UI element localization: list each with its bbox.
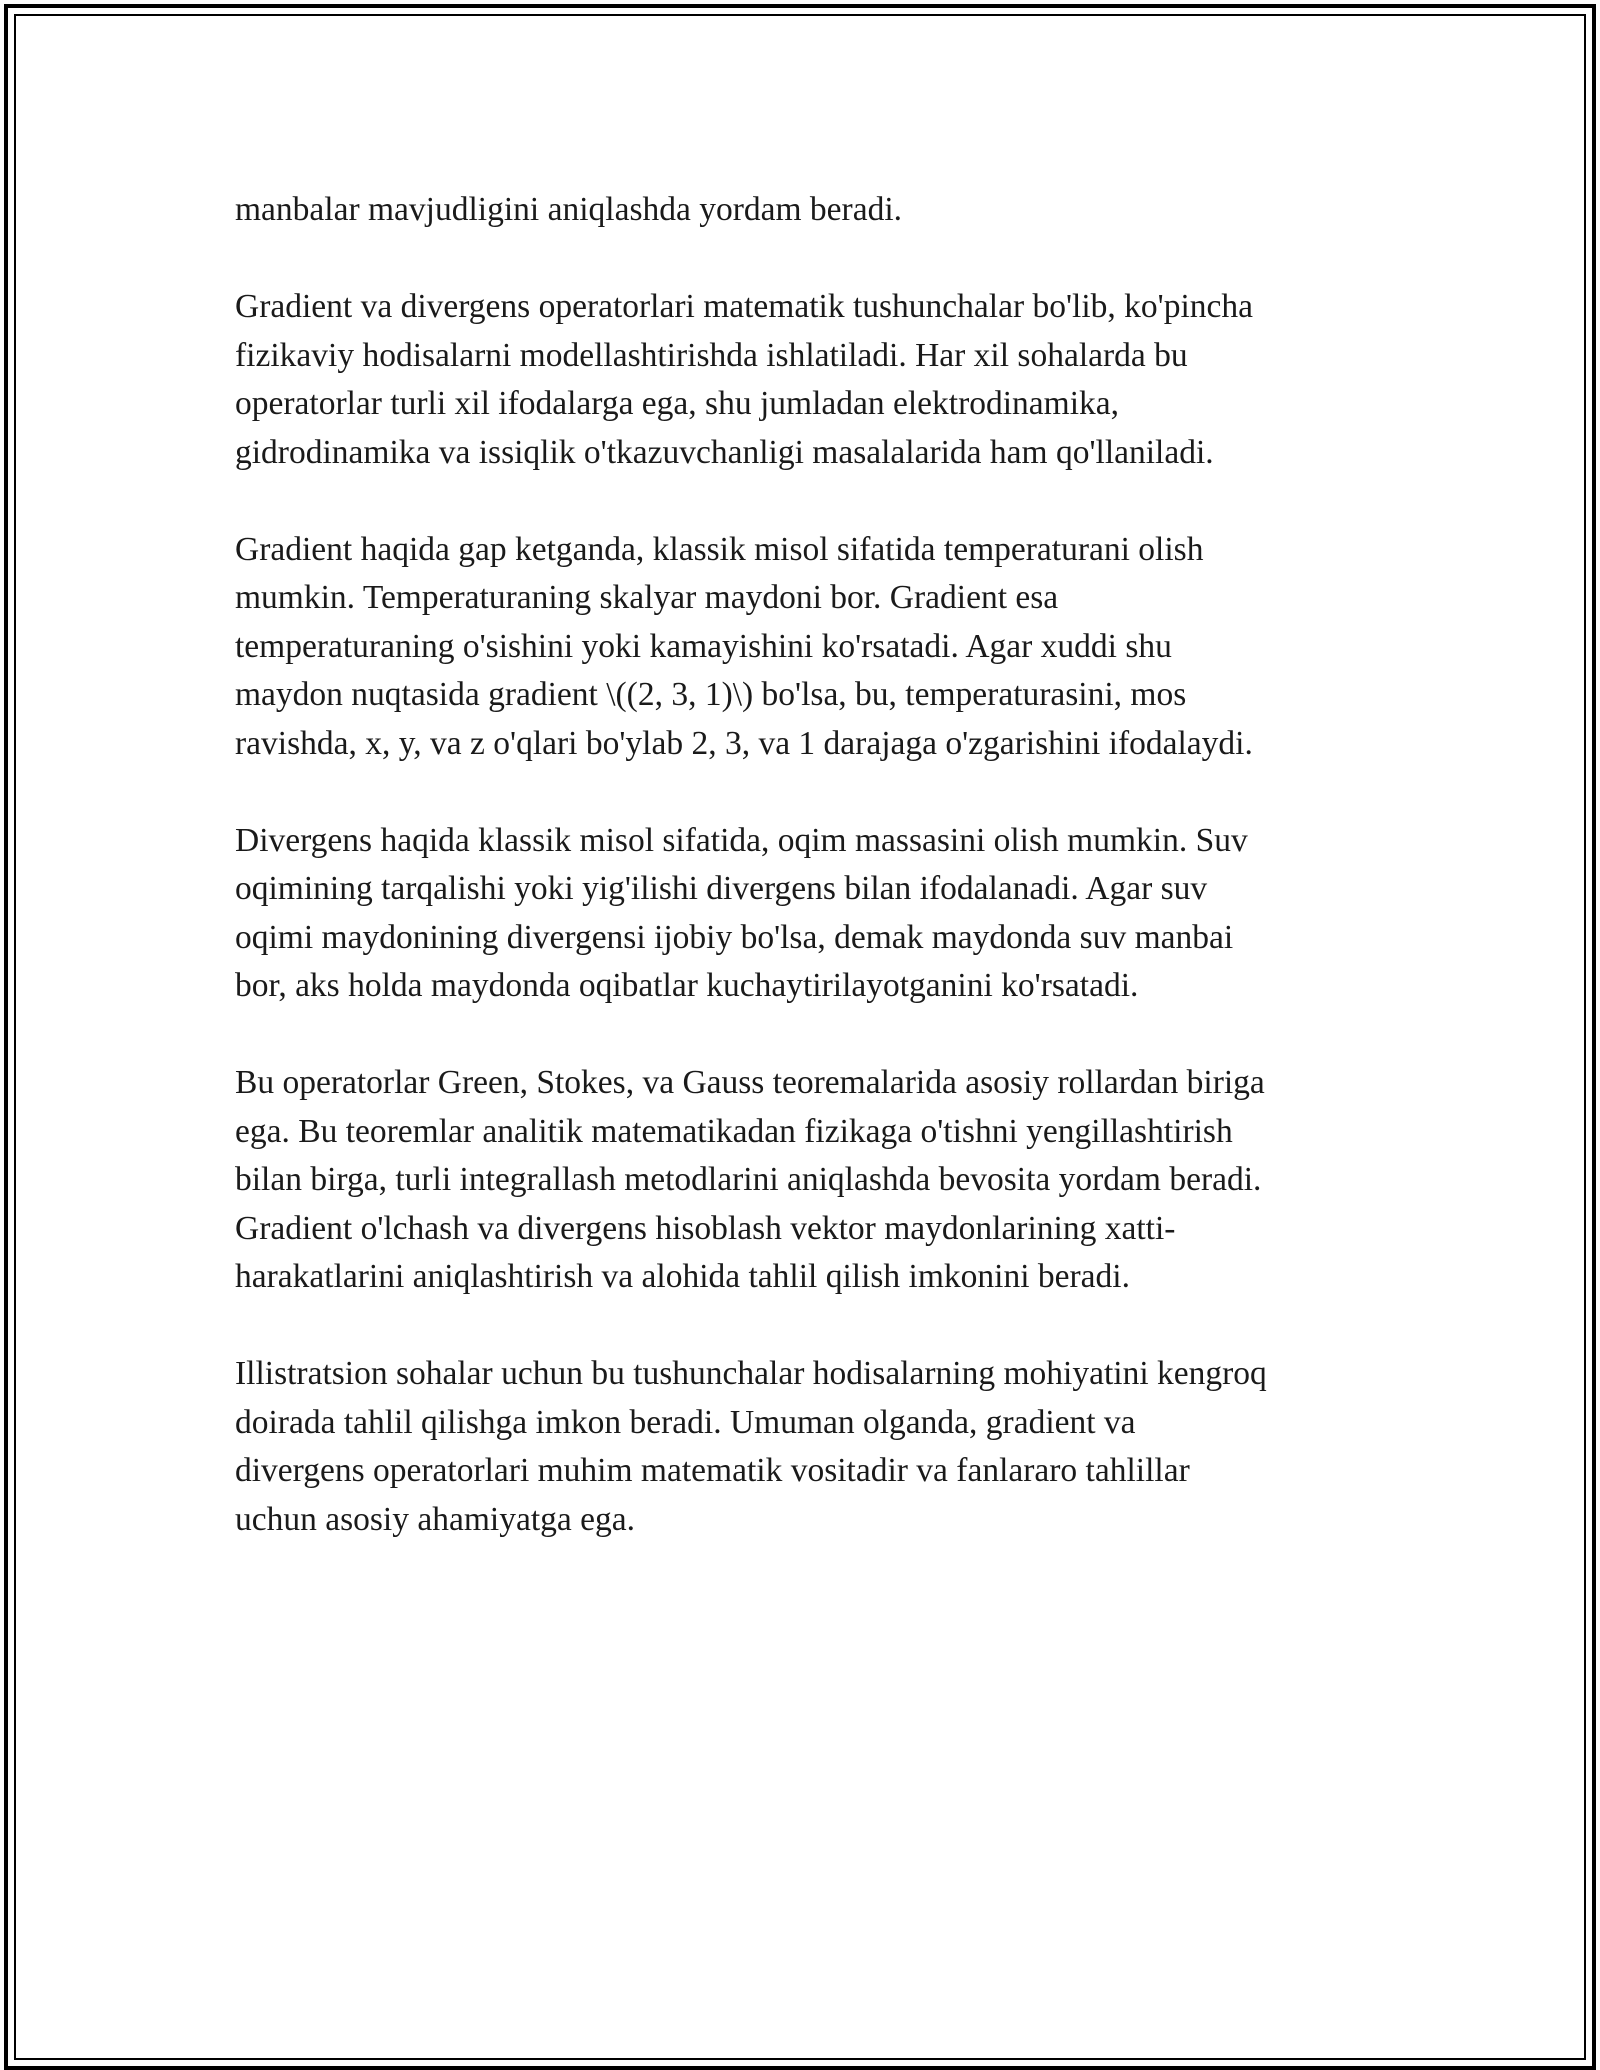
- paragraph-4: [235, 817, 1385, 1011]
- text-line: Gradient va divergens operatorlari matematik tushunchalar bo'lib, ko'pincha: [235, 288, 1253, 325]
- text-line: divergens operatorlari muhim matematik vositadir va fanlararo tahlillar: [235, 1452, 1190, 1489]
- text-line: temperaturaning o'sishini yoki kamayishini ko'rsatadi. Agar xuddi shu: [235, 627, 1172, 665]
- text-line: mumkin. Temperaturaning skalyar maydoni bor. Gradient esa: [235, 579, 1059, 616]
- text-line: Gradient haqida gap ketganda, klassik misol sifatida temperaturani olish: [235, 530, 1204, 568]
- text-line: Gradient o'lchash va divergens hisoblash vektor maydonlarining xatti-: [235, 1209, 1176, 1247]
- text-line: bor, aks holda maydonda oqibatlar kuchaytirilayotganini ko'rsatadi.: [235, 967, 1139, 1004]
- text-line: fizikaviy hodisalarni modellashtirishda ishlatiladi. Har xil sohalarda bu: [235, 336, 1188, 374]
- text-line: Illistratsion sohalar uchun bu tushunchalar hodisalarning mohiyatini kengroq: [235, 1355, 1267, 1392]
- text-line: uchun asosiy ahamiyatga ega.: [235, 1500, 636, 1538]
- text-line: Bu operatorlar Green, Stokes, va Gauss teoremalarida asosiy rollardan biriga: [235, 1064, 1265, 1101]
- text-line: operatorlar turli xil ifodalarga ega, shu jumladan elektrodinamika,: [235, 385, 1120, 422]
- text-line: harakatlarini aniqlashtirish va alohida tahlil qilish imkonini beradi.: [235, 1258, 1130, 1295]
- text-line: bilan birga, turli integrallash metodlarini aniqlashda bevosita yordam beradi.: [235, 1161, 1262, 1198]
- text-line: maydon nuqtasida gradient \((2, 3, 1)\) bo'lsa, bu, temperaturasini, mos: [235, 676, 1187, 713]
- document-body: [235, 186, 1385, 1593]
- paragraph-2: [235, 283, 1385, 477]
- paragraph-5: [235, 1059, 1385, 1302]
- text-line: oqimi maydonining divergensi ijobiy bo'lsa, demak maydonda suv manbai: [235, 918, 1234, 956]
- text-line: Divergens haqida klassik misol sifatida, oqim massasini olish mumkin. Suv: [235, 821, 1248, 859]
- paragraph-3: [235, 526, 1385, 769]
- paragraph-6: [235, 1350, 1385, 1544]
- text-line: ega. Bu teoremlar analitik matematikadan fizikaga o'tishni yengillashtirish: [235, 1112, 1233, 1150]
- text-line: oqimining tarqalishi yoki yig'ilishi divergens bilan ifodalanadi. Agar suv: [235, 870, 1208, 907]
- text-line: manbalar mavjudligini aniqlashda yordam beradi.: [235, 191, 903, 228]
- text-line: doirada tahlil qilishga imkon beradi. Umuman olganda, gradient va: [235, 1403, 1136, 1441]
- paragraph-1: [235, 186, 1385, 235]
- text-line: ravishda, x, y, va z o'qlari bo'ylab 2, 3, va 1 darajaga o'zgarishini ifodalaydi.: [235, 724, 1253, 762]
- text-line: gidrodinamika va issiqlik o'tkazuvchanligi masalalarida ham qo'llaniladi.: [235, 433, 1214, 471]
